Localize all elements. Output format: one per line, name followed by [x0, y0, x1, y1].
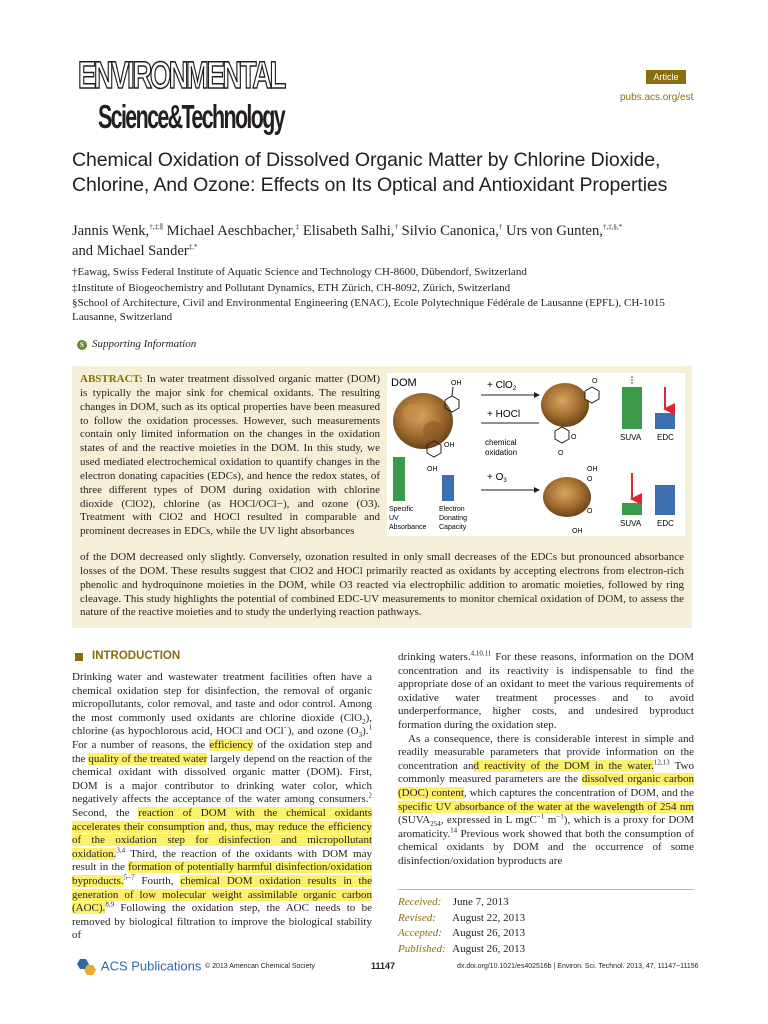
svg-text:O: O [558, 450, 564, 457]
author: Jannis Wenk, [72, 223, 150, 239]
date-row: Revised: August 22, 2013 [398, 911, 526, 924]
dom-blob [393, 393, 453, 449]
toc-figure [387, 373, 685, 536]
author: Urs von Gunten, [506, 223, 603, 239]
svg-text:Specific: Specific [389, 506, 414, 513]
date-row: Accepted: August 26, 2013 [398, 927, 526, 939]
author: Michael Aeschbacher, [166, 223, 296, 239]
svg-text:+ ClO2: + ClO$_2$ [487, 380, 517, 392]
journal-logo [72, 48, 287, 134]
section-marker-icon [75, 653, 83, 661]
svg-text:SUVA: SUVA [620, 433, 642, 442]
svg-text:+ O3: + $O_3$ [487, 472, 507, 484]
abstract-text: ABSTRACT: In water treatment dissolved organic matter (DOM) is typically the major sink for chemical oxidants. The resulting changes in DOM, such as its optical properties have been measured to follow the oxidation processes. However, such measurements contain only limited information on the changes in the oxidation states of and the reactive moieties in the DOM. In this study, we used mediated electrochemical oxidation to quantify changes in the electron donating capacities (EDCs), and hence the redox states, of three different types of DOM during oxidation with chlorine dioxide (ClO2), chlorine (as HOCl/OCl−), and ozone (O3). Treatment with ClO2 and HOCl resulted in comparable and prominent decreases in EDCs, while the UV light absorbances [80, 373, 380, 538]
svg-text:O: O [587, 476, 593, 483]
oxidized-dom-blob-top [541, 383, 589, 427]
svg-text:O: O [592, 378, 598, 385]
author: and Michael Sander [72, 243, 189, 259]
affiliations [72, 265, 692, 326]
acs-publications-logo[interactable]: ACS Publications [74, 958, 201, 976]
intro-left-column: Drinking water and wastewater treatment facilities often have a chemical oxidation step for disinfection, the removal of organic micropollutants, color removal, and taste and odor control. Among the most commonly used oxidants are chlorine dioxide (ClO$_2$), chlorine (as hypochlorous acid, HOCl and OCl−), and ozone $(O_3).^1$ For a number of reasons, the efficiency of the oxidation step and the quality of the treated water largely depend on the reaction of the chemical oxidant with dissolved organic matter (DOM). First, DOM is a major contributor to drinking water color, which negatively affects the acceptance of the water among consumers.$^2$ Second, the reaction of DOM with the chemical oxidants accelerates their consumption and, thus, may reduce the efficiency of the oxidation step for disinfection and micropollutant oxidation.$^{3,4}$ Third, the reaction of the oxidants with DOM may result in the formation of potentially harmful disinfection/oxidation byproducts.$^{5-7}$ Fourth, chemical DOM oxidation results in the generation of low molecular weight assimilable organic carbon (AOC).$^{8,9}$ Following the oxidation step, the AOC needs to be removed by biological filtration to improve the biological stability of [72, 671, 373, 942]
svg-text:ENVIRONMENTAL: ENVIRONMENTAL [78, 55, 287, 97]
page-number: 11147 [371, 961, 396, 971]
suva-bar-top [622, 387, 642, 429]
svg-text:Donating: Donating [439, 515, 468, 522]
edc-bar-top [655, 413, 675, 429]
svg-text:OH: OH [444, 442, 455, 449]
svg-text:oxidation: oxidation [485, 448, 518, 457]
abstract-text-continued: of the DOM decreased only slightly. Conversely, ozonation resulted in only small decreases of the EDCs but pronounced absorbance losses of the DOM. These results suggest that ClO2 and HOCl primarily reacted as oxidants by accepting electrons from electron-rich phenolic and hydroquinone moieties in the DOM, while O3 reacted via electrophilic addition to aromatic moieties, followed by ring cleavage. This study highlights the potential of combined EDC-UV measurements to monitor chemical oxidation of DOM, to assess the nature of the reactive moieties and to study the underlying reaction pathways. [80, 551, 684, 619]
article-type-badge: Article [646, 70, 686, 84]
svg-text:Electron: Electron [439, 506, 465, 513]
section-heading: INTRODUCTION [92, 650, 181, 662]
svg-text:OH: OH [451, 380, 462, 387]
copyright: © 2013 American Chemical Society [205, 963, 315, 970]
paper-title: Chemical Oxidation of Dissolved Organic Matter by Chlorine Dioxide, Chlorine, And Ozone: Effects on Its Optical and Antioxidant Properties [72, 149, 668, 196]
journal-url-link[interactable]: pubs.acs.org/est [620, 92, 694, 103]
svg-text:chemical: chemical [485, 438, 517, 447]
svg-text:OH: OH [572, 528, 583, 535]
svg-text:Science&Technology: Science&Technology [98, 98, 287, 135]
oxidized-dom-blob-bottom [543, 477, 591, 517]
svg-text:UV: UV [389, 515, 399, 522]
dom-label: DOM [391, 377, 417, 389]
article-dates [398, 895, 525, 957]
affiliation: †Eawag, Swiss Federal Institute of Aquatic Science and Technology CH-8600, Dübendorf, Switzerland [72, 266, 527, 278]
affiliation: §School of Architecture, Civil and Environmental Engineering (ENAC), Ecole Polytechnique Fédérale de Lausanne (EPFL), CH-1015 Lausanne, Switzerland [72, 297, 665, 323]
doi-citation[interactable]: dx.doi.org/10.1021/es402516b | Environ. Sci. Technol. 2013, 47, 11147−11156 [457, 963, 699, 970]
svg-text:OH: OH [587, 466, 598, 473]
svg-text:O: O [571, 434, 577, 441]
affiliation: ‡Institute of Biogeochemistry and Pollutant Dynamics, ETH Zürich, CH-8092, Zürich, Switzerland [72, 281, 511, 294]
svg-text:Absorbance: Absorbance [389, 524, 427, 531]
supporting-info-link[interactable]: Supporting Information [92, 338, 197, 350]
divider [398, 889, 694, 890]
svg-text:SUVA: SUVA [620, 519, 642, 528]
legend-suva-bar [393, 457, 405, 501]
acs-hexagon-icon [74, 958, 98, 976]
svg-text:+ HOCl: + HOCl [487, 409, 521, 420]
date-row: Published: August 26, 2013 [398, 942, 526, 955]
svg-text:OH: OH [427, 466, 438, 473]
author-list: Jannis Wenk,†,‡,∥ Michael Aeschbacher,‡ Elisabeth Salhi,† Silvio Canonica,† Urs von Gunten,†,‡,§,* and Michael Sander‡,* [72, 223, 623, 259]
author: Silvio Canonica, [401, 223, 499, 239]
svg-text:EDC: EDC [657, 519, 674, 528]
intro-right-column: drinking waters.$^{4,10,11}$ For these reasons, information on the DOM concentration and its reactivity is indispensable to find the appropriate dose of an oxidant to meet the various requirements of oxidative water treatment processes and to avoid underperformance, higher costs, and undesired byproduct formation during the oxidation step. As a consequence, there is considerable interest in simple and readily measurable parameters that provide information on the concentration and reactivity of the DOM in the water.$^{12,13}$ Two commonly measured parameters are the dissolved organic carbon (DOC) content, which captures the concentration of DOM, and the specific UV absorbance of the water at the wavelength of 254 nm ($SUVA_{254}$, expressed in L mgC$^{-1}$ $m^{-1}$), which is a proxy for DOM aromaticity.$^{14}$ Previous work showed that both the consumption of chemical oxidants by DOM and the occurrence of some disinfection/oxidation byproducts are [398, 649, 695, 867]
supporting-info-icon: S [77, 340, 87, 350]
suva-bar-bottom [622, 503, 642, 515]
svg-text:Capacity: Capacity [439, 524, 467, 531]
legend-edc-bar [442, 475, 454, 501]
svg-text:EDC: EDC [657, 433, 674, 442]
author: Elisabeth Salhi, [302, 223, 395, 239]
svg-text:O: O [587, 508, 593, 515]
toc-graphic [387, 373, 685, 536]
date-row: Received: June 7, 2013 [398, 896, 509, 908]
edc-bar-bottom [655, 485, 675, 515]
